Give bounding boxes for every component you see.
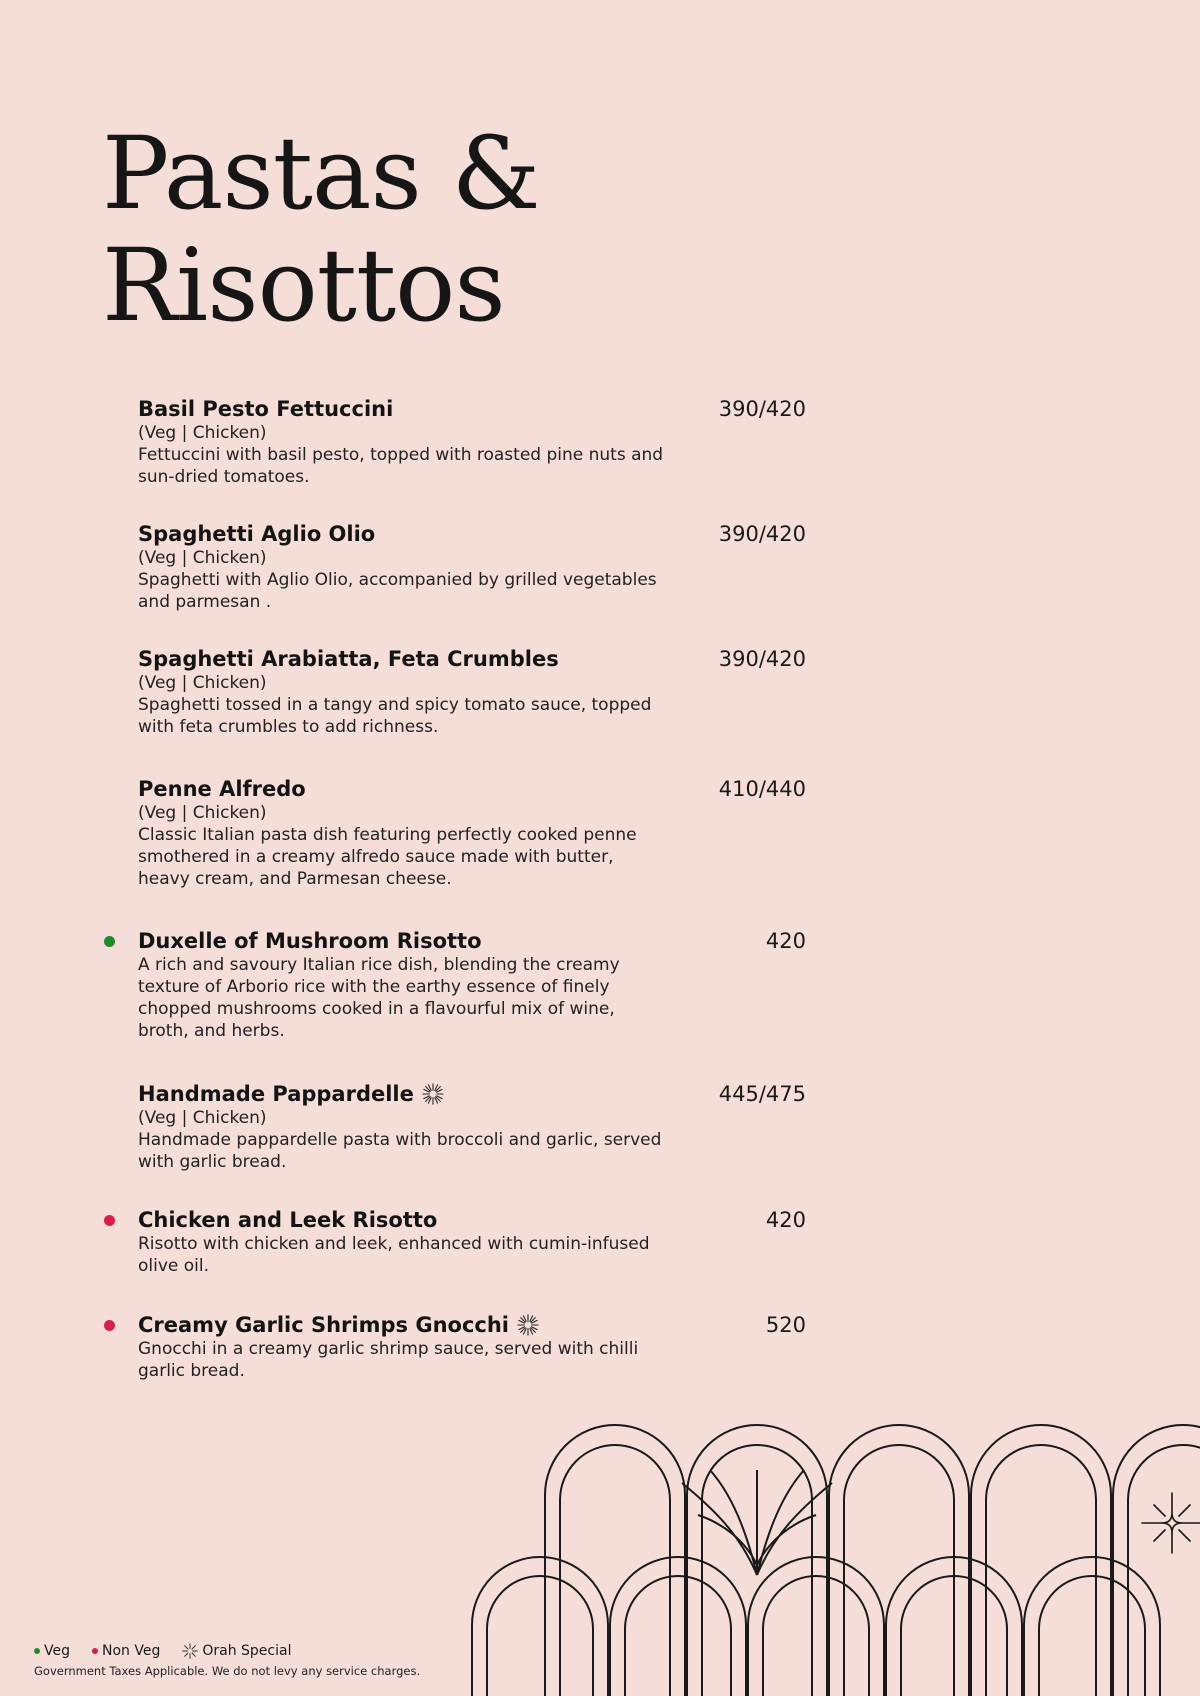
item-name: Creamy Garlic Shrimps Gnocchi	[138, 1312, 806, 1338]
non-veg-dot-icon	[104, 1215, 115, 1226]
item-price: 390/420	[718, 647, 806, 671]
sparkle-burst-icon	[517, 1314, 539, 1336]
item-variant: (Veg | Chicken)	[138, 1108, 267, 1128]
item-variant: (Veg | Chicken)	[138, 803, 267, 823]
item-name: Duxelle of Mushroom Risotto	[138, 929, 482, 953]
item-name: Chicken and Leek Risotto	[138, 1208, 438, 1232]
decorative-arches	[470, 1415, 1200, 1696]
menu-item-creamy-garlic-shrimps-gnocchi	[138, 1312, 806, 1382]
item-price: 520	[765, 1313, 806, 1337]
menu-item-duxelle-mushroom-risotto	[138, 928, 806, 1042]
non-veg-dot-icon	[104, 1320, 115, 1331]
title-line-2: Risottos	[102, 227, 505, 344]
page-title	[102, 115, 540, 344]
item-price: 420	[765, 1208, 806, 1232]
menu-item-handmade-pappardelle	[138, 1081, 806, 1173]
item-description: Handmade pappardelle pasta with broccoli and garlic, served with garlic bread.	[138, 1130, 662, 1172]
tax-footnote: Government Taxes Applicable. We do not levy any service charges.	[34, 1664, 421, 1678]
legend-veg: Veg	[34, 1642, 70, 1660]
legend-special: Orah Special	[182, 1642, 291, 1660]
menu-item-penne-alfredo	[138, 776, 806, 890]
item-price: 445/475	[718, 1082, 806, 1106]
item-price: 420	[765, 929, 806, 953]
veg-dot-icon	[104, 936, 115, 947]
item-name: Spaghetti Arabiatta, Feta Crumbles	[138, 647, 559, 671]
item-price: 390/420	[718, 522, 806, 546]
item-description: Gnocchi in a creamy garlic shrimp sauce, served with chilli garlic bread.	[138, 1339, 639, 1381]
item-name: Spaghetti Aglio Olio	[138, 522, 376, 546]
sparkle-burst-icon	[422, 1083, 444, 1105]
menu-item-chicken-leek-risotto	[138, 1207, 806, 1277]
item-name: Basil Pesto Fettuccini	[138, 397, 394, 421]
menu-item-spaghetti-arabiatta	[138, 646, 806, 738]
menu-item-basil-pesto-fettuccini	[138, 396, 806, 488]
item-variant: (Veg | Chicken)	[138, 673, 267, 693]
item-description: Spaghetti tossed in a tangy and spicy tomato sauce, topped with feta crumbles to add richness.	[138, 695, 652, 737]
diet-legend	[34, 1642, 291, 1660]
item-description: Risotto with chicken and leek, enhanced with cumin-infused olive oil.	[138, 1234, 650, 1276]
item-description: A rich and savoury Italian rice dish, blending the creamy texture of Arborio rice with the earthy essence of finely chopped mushrooms cooked in a flavourful mix of wine, broth, and herbs.	[138, 955, 620, 1041]
legend-non-veg: Non Veg	[92, 1642, 160, 1660]
sparkle-burst-icon	[182, 1643, 198, 1659]
item-name: Handmade Pappardelle	[138, 1081, 806, 1107]
item-variant: (Veg | Chicken)	[138, 548, 267, 568]
title-line-1: Pastas &	[102, 115, 540, 232]
item-variant: (Veg | Chicken)	[138, 423, 267, 443]
item-description: Classic Italian pasta dish featuring perfectly cooked penne smothered in a creamy alfredo sauce made with butter, heavy cream, and Parmesan cheese.	[138, 825, 637, 889]
item-name: Penne Alfredo	[138, 777, 306, 801]
item-description: Spaghetti with Aglio Olio, accompanied by grilled vegetables and parmesan .	[138, 570, 657, 612]
red-dot-icon	[92, 1648, 98, 1654]
item-price: 390/420	[718, 397, 806, 421]
item-description: Fettuccini with basil pesto, topped with roasted pine nuts and sun-dried tomatoes.	[138, 445, 664, 487]
menu-item-spaghetti-aglio-olio	[138, 521, 806, 613]
green-dot-icon	[34, 1648, 40, 1654]
item-price: 410/440	[718, 777, 806, 801]
